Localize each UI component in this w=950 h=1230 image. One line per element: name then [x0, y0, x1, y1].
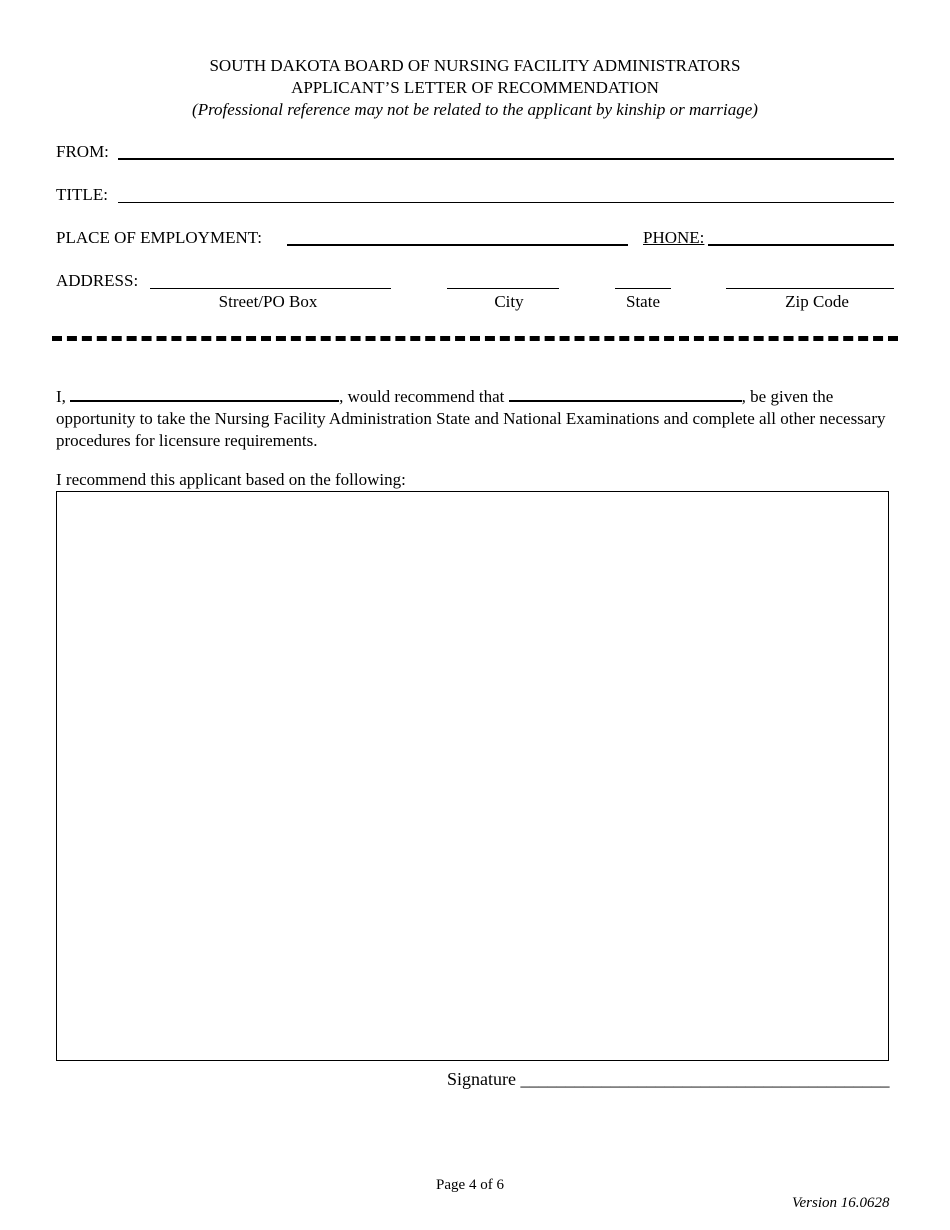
version-label: Version 16.0628	[792, 1195, 890, 1211]
state-field[interactable]	[615, 288, 671, 289]
city-caption: City	[494, 292, 524, 311]
page-number: Page 4 of 6	[436, 1177, 504, 1193]
phone-field[interactable]	[708, 244, 894, 246]
statement-prefix: I,	[56, 387, 66, 406]
address-label: ADDRESS:	[56, 271, 139, 290]
form-agency-title: SOUTH DAKOTA BOARD OF NURSING FACILITY ADMINISTRATORS	[209, 56, 741, 75]
recommender-name-field[interactable]	[70, 384, 339, 402]
applicant-name-field[interactable]	[509, 384, 742, 402]
zip-caption: Zip Code	[785, 292, 849, 311]
form-note: (Professional reference may not be related to the applicant by kinship or marriage)	[192, 100, 758, 119]
statement-suffix: , be given the	[741, 387, 834, 406]
zip-field[interactable]	[726, 288, 894, 289]
from-field[interactable]	[118, 158, 894, 160]
title-field[interactable]	[118, 202, 894, 203]
from-label: FROM:	[56, 142, 109, 161]
title-label: TITLE:	[56, 185, 108, 204]
signature-line[interactable]: Signature _________________________________________	[447, 1069, 890, 1089]
form-title: APPLICANT’S LETTER OF RECOMMENDATION	[291, 78, 659, 97]
city-field[interactable]	[447, 288, 559, 289]
recommendation-statement	[56, 384, 896, 452]
phone-label: PHONE:	[643, 228, 705, 247]
street-caption: Street/PO Box	[218, 292, 318, 311]
cut-line-divider	[52, 336, 898, 341]
statement-continuation: opportunity to take the Nursing Facility Administration State and National Examinations and complete all other necessary procedures for licensure requirements.	[56, 409, 886, 450]
basis-label: I recommend this applicant based on the following:	[56, 470, 406, 489]
statement-middle: , would recommend that	[339, 387, 505, 406]
street-field[interactable]	[150, 288, 391, 289]
employment-field[interactable]	[287, 244, 628, 246]
recommendation-text-area[interactable]	[56, 491, 889, 1061]
employment-label: PLACE OF EMPLOYMENT:	[56, 228, 263, 247]
state-caption: State	[626, 292, 660, 311]
